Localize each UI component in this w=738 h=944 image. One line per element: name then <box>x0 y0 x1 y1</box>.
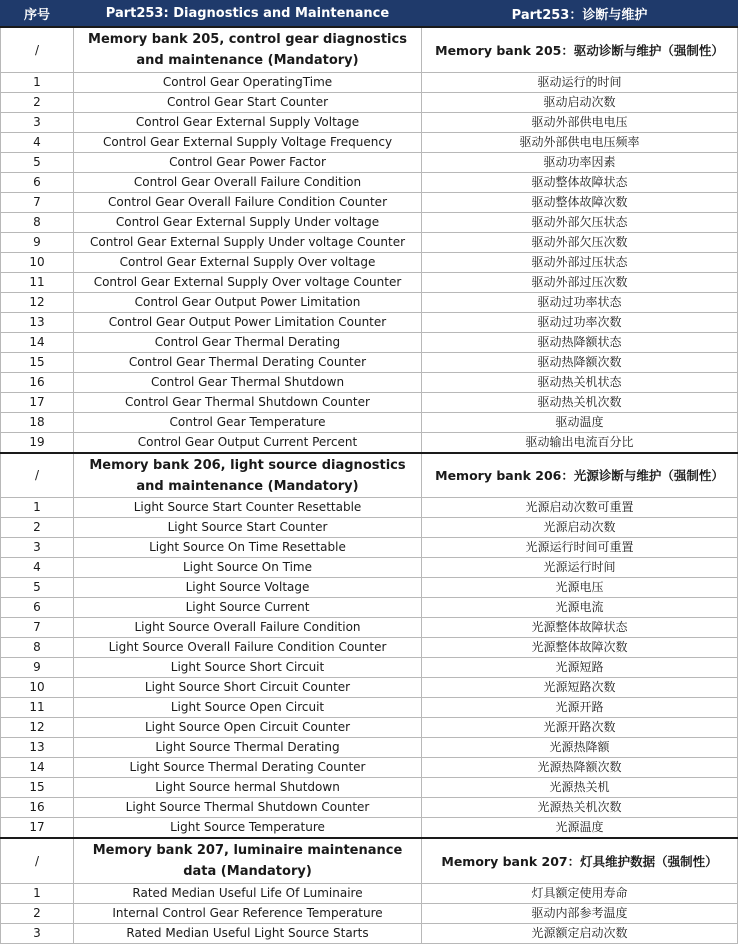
row-number: 15 <box>1 778 74 798</box>
row-number: 4 <box>1 133 74 153</box>
row-english: Light Source Thermal Derating <box>74 738 422 758</box>
row-number: 13 <box>1 313 74 333</box>
row-english: Light Source Open Circuit <box>74 698 422 718</box>
table-row <box>1 538 738 558</box>
row-chinese: 驱动运行的时间 <box>422 73 738 93</box>
row-english: Control Gear Thermal Derating <box>74 333 422 353</box>
row-english: Light Source Start Counter <box>74 518 422 538</box>
table-row <box>1 718 738 738</box>
row-english: Light Source On Time <box>74 558 422 578</box>
table-row <box>1 904 738 924</box>
row-number: 14 <box>1 758 74 778</box>
row-chinese: 光源启动次数可重置 <box>422 498 738 518</box>
header-no: 序号 <box>1 1 74 28</box>
section-title-english: Memory bank 206, light source diagnostics and maintenance (Mandatory) <box>74 453 422 498</box>
row-chinese: 光源温度 <box>422 818 738 839</box>
row-chinese: 光源热关机 <box>422 778 738 798</box>
row-number: 17 <box>1 818 74 839</box>
table-row <box>1 618 738 638</box>
row-chinese: 光源短路次数 <box>422 678 738 698</box>
row-chinese: 光源电压 <box>422 578 738 598</box>
row-chinese: 光源热降额次数 <box>422 758 738 778</box>
row-chinese: 光源开路 <box>422 698 738 718</box>
table-row <box>1 413 738 433</box>
section-number: / <box>1 27 74 73</box>
row-chinese: 驱动内部参考温度 <box>422 904 738 924</box>
table-row <box>1 173 738 193</box>
row-english: Control Gear Overall Failure Condition <box>74 173 422 193</box>
row-english: Light Source On Time Resettable <box>74 538 422 558</box>
row-chinese: 光源整体故障状态 <box>422 618 738 638</box>
row-number: 1 <box>1 73 74 93</box>
section-title-chinese: Memory bank 205：驱动诊断与维护（强制性） <box>422 27 738 73</box>
section-number: / <box>1 453 74 498</box>
row-chinese: 驱动整体故障次数 <box>422 193 738 213</box>
row-chinese: 光源运行时间 <box>422 558 738 578</box>
row-english: Light Source Thermal Derating Counter <box>74 758 422 778</box>
row-english: Light Source Overall Failure Condition <box>74 618 422 638</box>
row-chinese: 灯具额定使用寿命 <box>422 884 738 904</box>
table-row <box>1 578 738 598</box>
row-english: Control Gear Overall Failure Condition Counter <box>74 193 422 213</box>
row-number: 5 <box>1 578 74 598</box>
table-row <box>1 558 738 578</box>
table-row <box>1 758 738 778</box>
row-number: 6 <box>1 598 74 618</box>
table-row <box>1 818 738 839</box>
row-number: 17 <box>1 393 74 413</box>
row-chinese: 光源热关机次数 <box>422 798 738 818</box>
table-row <box>1 253 738 273</box>
row-chinese: 驱动过功率状态 <box>422 293 738 313</box>
table-row <box>1 133 738 153</box>
row-english: Control Gear Output Current Percent <box>74 433 422 454</box>
row-number: 19 <box>1 433 74 454</box>
row-number: 13 <box>1 738 74 758</box>
row-english: Rated Median Useful Life Of Luminaire <box>74 884 422 904</box>
row-chinese: 驱动外部供电电压频率 <box>422 133 738 153</box>
table-row <box>1 678 738 698</box>
row-number: 2 <box>1 904 74 924</box>
section-title-english: Memory bank 205, control gear diagnostics and maintenance (Mandatory) <box>74 27 422 73</box>
row-english: Control Gear Thermal Derating Counter <box>74 353 422 373</box>
row-number: 1 <box>1 498 74 518</box>
row-number: 10 <box>1 678 74 698</box>
row-english: Light Source Short Circuit <box>74 658 422 678</box>
row-english: Light Source hermal Shutdown <box>74 778 422 798</box>
row-chinese: 驱动外部欠压次数 <box>422 233 738 253</box>
row-number: 5 <box>1 153 74 173</box>
row-chinese: 驱动热关机次数 <box>422 393 738 413</box>
row-chinese: 光源短路 <box>422 658 738 678</box>
row-number: 18 <box>1 413 74 433</box>
header-chinese: Part253：诊断与维护 <box>422 1 738 28</box>
row-chinese: 驱动启动次数 <box>422 93 738 113</box>
row-number: 9 <box>1 658 74 678</box>
row-number: 9 <box>1 233 74 253</box>
row-chinese: 驱动热关机状态 <box>422 373 738 393</box>
row-number: 2 <box>1 518 74 538</box>
table-row <box>1 273 738 293</box>
row-number: 6 <box>1 173 74 193</box>
table-row <box>1 373 738 393</box>
row-number: 10 <box>1 253 74 273</box>
row-english: Control Gear External Supply Under voltage <box>74 213 422 233</box>
row-number: 7 <box>1 618 74 638</box>
table-row <box>1 698 738 718</box>
table-row <box>1 153 738 173</box>
row-english: Light Source Short Circuit Counter <box>74 678 422 698</box>
row-english: Control Gear Temperature <box>74 413 422 433</box>
row-chinese: 驱动外部欠压状态 <box>422 213 738 233</box>
row-english: Control Gear Power Factor <box>74 153 422 173</box>
row-english: Control Gear Output Power Limitation <box>74 293 422 313</box>
table-row <box>1 313 738 333</box>
row-chinese: 驱动整体故障状态 <box>422 173 738 193</box>
row-english: Control Gear OperatingTime <box>74 73 422 93</box>
section-header-row <box>1 838 738 884</box>
section-number: / <box>1 838 74 884</box>
row-number: 15 <box>1 353 74 373</box>
row-english: Control Gear External Supply Voltage Frequency <box>74 133 422 153</box>
header-row <box>1 1 738 28</box>
row-number: 3 <box>1 924 74 944</box>
row-chinese: 光源运行时间可重置 <box>422 538 738 558</box>
row-chinese: 光源热降额 <box>422 738 738 758</box>
row-english: Control Gear External Supply Voltage <box>74 113 422 133</box>
row-english: Control Gear Output Power Limitation Counter <box>74 313 422 333</box>
table-row <box>1 638 738 658</box>
row-number: 14 <box>1 333 74 353</box>
row-chinese: 光源整体故障次数 <box>422 638 738 658</box>
row-chinese: 光源额定启动次数 <box>422 924 738 944</box>
table-row <box>1 433 738 454</box>
table-row <box>1 778 738 798</box>
table-body <box>1 27 738 944</box>
table-row <box>1 213 738 233</box>
row-chinese: 驱动外部过压次数 <box>422 273 738 293</box>
table-row <box>1 884 738 904</box>
row-chinese: 光源开路次数 <box>422 718 738 738</box>
row-english: Control Gear Thermal Shutdown Counter <box>74 393 422 413</box>
row-english: Control Gear External Supply Over voltage <box>74 253 422 273</box>
table-row <box>1 738 738 758</box>
row-english: Light Source Voltage <box>74 578 422 598</box>
row-english: Internal Control Gear Reference Temperature <box>74 904 422 924</box>
row-chinese: 驱动外部供电电压 <box>422 113 738 133</box>
row-english: Control Gear External Supply Over voltage Counter <box>74 273 422 293</box>
row-number: 11 <box>1 273 74 293</box>
row-english: Light Source Overall Failure Condition Counter <box>74 638 422 658</box>
row-number: 8 <box>1 213 74 233</box>
row-number: 3 <box>1 113 74 133</box>
table-row <box>1 798 738 818</box>
table-row <box>1 924 738 944</box>
row-number: 16 <box>1 373 74 393</box>
row-number: 7 <box>1 193 74 213</box>
row-number: 3 <box>1 538 74 558</box>
row-chinese: 光源电流 <box>422 598 738 618</box>
row-number: 2 <box>1 93 74 113</box>
row-english: Light Source Current <box>74 598 422 618</box>
row-number: 4 <box>1 558 74 578</box>
table-row <box>1 193 738 213</box>
table-row <box>1 93 738 113</box>
section-title-english: Memory bank 207, luminaire maintenance data (Mandatory) <box>74 838 422 884</box>
table-row <box>1 518 738 538</box>
row-chinese: 驱动外部过压状态 <box>422 253 738 273</box>
row-chinese: 驱动热降额次数 <box>422 353 738 373</box>
section-title-chinese: Memory bank 207：灯具维护数据（强制性） <box>422 838 738 884</box>
table-row <box>1 353 738 373</box>
row-chinese: 驱动过功率次数 <box>422 313 738 333</box>
table-row <box>1 233 738 253</box>
table-row <box>1 293 738 313</box>
table-row <box>1 658 738 678</box>
row-chinese: 光源启动次数 <box>422 518 738 538</box>
row-number: 8 <box>1 638 74 658</box>
row-english: Control Gear Thermal Shutdown <box>74 373 422 393</box>
row-english: Light Source Temperature <box>74 818 422 839</box>
header-english: Part253: Diagnostics and Maintenance <box>74 1 422 28</box>
section-title-chinese: Memory bank 206：光源诊断与维护（强制性） <box>422 453 738 498</box>
row-english: Control Gear Start Counter <box>74 93 422 113</box>
row-number: 1 <box>1 884 74 904</box>
row-chinese: 驱动输出电流百分比 <box>422 433 738 454</box>
table-row <box>1 333 738 353</box>
row-chinese: 驱动热降额状态 <box>422 333 738 353</box>
table-row <box>1 498 738 518</box>
section-header-row <box>1 27 738 73</box>
row-english: Light Source Thermal Shutdown Counter <box>74 798 422 818</box>
row-number: 11 <box>1 698 74 718</box>
table-row <box>1 73 738 93</box>
row-english: Rated Median Useful Light Source Starts <box>74 924 422 944</box>
row-number: 12 <box>1 718 74 738</box>
row-english: Light Source Open Circuit Counter <box>74 718 422 738</box>
row-chinese: 驱动功率因素 <box>422 153 738 173</box>
section-header-row <box>1 453 738 498</box>
row-number: 12 <box>1 293 74 313</box>
row-number: 16 <box>1 798 74 818</box>
table-row <box>1 113 738 133</box>
row-english: Control Gear External Supply Under voltage Counter <box>74 233 422 253</box>
table-row <box>1 598 738 618</box>
table-row <box>1 393 738 413</box>
row-chinese: 驱动温度 <box>422 413 738 433</box>
row-english: Light Source Start Counter Resettable <box>74 498 422 518</box>
